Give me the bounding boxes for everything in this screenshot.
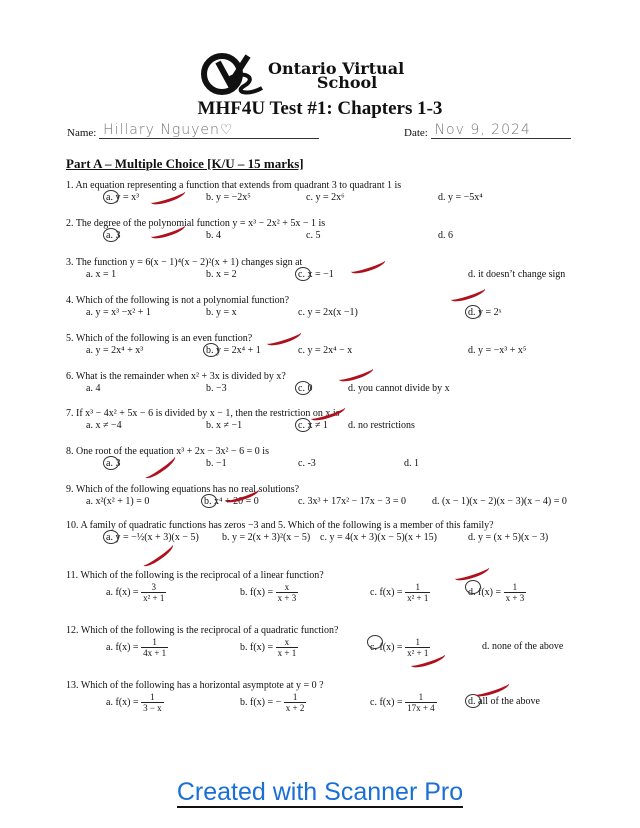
denominator: 4x + 1: [143, 648, 167, 658]
numerator: 1: [504, 582, 527, 593]
option-b[interactable]: b. 4: [206, 230, 221, 241]
question-stem: 8. One root of the equation x³ + 2x − 3x² − 6 = 0 is: [66, 446, 269, 457]
option-a[interactable]: [106, 582, 166, 603]
option-c[interactable]: c. 3x³ + 17x² − 17x − 3 = 0: [298, 496, 406, 507]
denominator: x + 1: [277, 648, 297, 658]
numerator: 1: [405, 637, 430, 648]
option-label: b. f(x) = −: [240, 696, 282, 708]
option-b[interactable]: b. y = 2(x + 3)²(x − 5): [222, 532, 311, 543]
denominator: x + 3: [277, 593, 297, 603]
option-d[interactable]: [468, 582, 526, 603]
option-d[interactable]: d. 1: [404, 458, 419, 469]
name-value: Hillary Nguyen♡: [103, 122, 234, 138]
name-field: [99, 124, 319, 139]
numerator: 1: [284, 692, 307, 703]
question-3: [66, 257, 606, 283]
option-d[interactable]: d. none of the above: [482, 641, 564, 652]
option-a[interactable]: a. 4: [86, 383, 101, 394]
option-b[interactable]: b. −3: [206, 383, 227, 394]
selected-circle-icon: [295, 418, 311, 432]
option-a[interactable]: a. y = x³ −x² + 1: [86, 307, 151, 318]
option-c[interactable]: c. x ≠ 1: [298, 420, 328, 431]
question-10: [66, 520, 606, 550]
question-8: [66, 446, 606, 472]
option-c[interactable]: c. y = 2x⁶: [306, 192, 345, 203]
question-stem: 10. A family of quadratic functions has zeros −3 and 5. Which of the following is a member of this family?: [66, 520, 494, 531]
option-b[interactable]: b. y = 2x⁴ + 1: [206, 345, 261, 356]
question-stem: 7. If x³ − 4x² + 5x − 6 is divided by x − 1, then the restriction on x is: [66, 408, 340, 419]
denominator: 3 − x: [143, 703, 162, 713]
option-a[interactable]: [106, 637, 168, 658]
denominator: x² + 1: [143, 593, 165, 603]
option-b[interactable]: b. x ≠ −1: [206, 420, 243, 431]
option-c[interactable]: [370, 582, 430, 603]
option-label: d. f(x) =: [468, 586, 502, 598]
option-b[interactable]: b. y = x: [206, 307, 237, 318]
option-a[interactable]: a. y = 2x⁴ + x³: [86, 345, 144, 356]
selected-circle-icon: [201, 494, 217, 508]
option-b[interactable]: b. y = −2x⁵: [206, 192, 251, 203]
numerator: x: [276, 637, 299, 648]
option-c[interactable]: c. y = 4(x + 3)(x − 5)(x + 15): [320, 532, 437, 543]
option-a[interactable]: a. y = x³: [106, 192, 139, 203]
question-stem: 4. Which of the following is not a polynomial function?: [66, 295, 290, 306]
part-a-heading: Part A – Multiple Choice [K/U – 15 marks]: [66, 156, 304, 171]
selected-circle-icon: [465, 580, 481, 594]
question-stem: 3. The function y = 6(x − 1)⁴(x − 2)²(x + 1) changes sign at: [66, 257, 303, 268]
page-title: MHF4U Test #1: Chapters 1-3: [197, 98, 443, 119]
option-a[interactable]: a. y = −½(x + 3)(x − 5): [106, 532, 199, 543]
denominator: x² + 1: [407, 593, 429, 603]
option-d[interactable]: d. y = −x³ + x⁵: [468, 345, 527, 356]
option-label: a. f(x) =: [106, 641, 139, 653]
selected-circle-icon: [103, 190, 119, 204]
option-b[interactable]: b. x = 2: [206, 269, 237, 280]
option-d[interactable]: d. y = (x + 5)(x − 3): [468, 532, 549, 543]
option-a[interactable]: a. x²(x² + 1) = 0: [86, 496, 150, 507]
numerator: 1: [405, 582, 430, 593]
question-7: [66, 408, 606, 434]
option-b[interactable]: [240, 692, 306, 713]
numerator: 3: [141, 582, 166, 593]
question-stem: 9. Which of the following equations has no real solutions?: [66, 484, 300, 495]
option-d[interactable]: d. no restrictions: [348, 420, 415, 431]
date-value: Nov 9, 2024: [434, 122, 531, 138]
option-d[interactable]: d. (x − 1)(x − 2)(x − 3)(x − 4) = 0: [432, 496, 567, 507]
denominator: 17x + 4: [407, 703, 435, 713]
denominator: x² + 1: [407, 648, 429, 658]
watermark-text[interactable]: Created with Scanner Pro: [176, 778, 464, 806]
school-line2: School: [316, 73, 378, 92]
option-a[interactable]: a. x ≠ −4: [86, 420, 122, 431]
option-label: c. f(x) =: [370, 641, 403, 653]
question-6: [66, 371, 606, 397]
denominator: x + 3: [505, 593, 525, 603]
option-d[interactable]: d. y = −5x⁴: [438, 192, 483, 203]
option-c[interactable]: [370, 692, 437, 713]
selected-circle-icon: [465, 305, 481, 319]
question-stem: 13. Which of the following has a horizontal asymptote at y = 0 ?: [66, 680, 324, 691]
question-12: [66, 625, 606, 663]
option-c[interactable]: [370, 637, 430, 658]
question-stem: 1. An equation representing a function that extends from quadrant 3 to quadrant 1 is: [66, 180, 402, 191]
question-stem: 12. Which of the following is the reciprocal of a quadratic function?: [66, 625, 339, 636]
option-b[interactable]: [240, 582, 298, 603]
option-d[interactable]: d. y = 2ˣ: [468, 307, 502, 318]
selected-circle-icon: [367, 635, 383, 649]
date-row: [404, 124, 571, 139]
option-c[interactable]: c. x = −1: [298, 269, 334, 280]
selected-circle-icon: [103, 530, 119, 544]
date-field: [431, 124, 571, 139]
option-c[interactable]: c. -3: [298, 458, 316, 469]
option-b[interactable]: b. −1: [206, 458, 227, 469]
selected-circle-icon: [103, 228, 119, 242]
option-label: b. f(x) =: [240, 586, 274, 598]
question-9: [66, 484, 606, 510]
name-label: Name:: [67, 127, 97, 139]
question-stem: 5. Which of the following is an even function?: [66, 333, 253, 344]
numerator: 1: [141, 692, 164, 703]
option-b[interactable]: [240, 637, 298, 658]
selected-circle-icon: [103, 456, 119, 470]
ovs-logo-icon: [200, 52, 270, 96]
numerator: 1: [405, 692, 437, 703]
question-11: [66, 570, 606, 608]
option-label: a. f(x) =: [106, 696, 139, 708]
option-b[interactable]: b. x⁴ + 20 = 0: [204, 496, 259, 507]
option-c[interactable]: c. y = 2x(x −1): [298, 307, 358, 318]
selected-circle-icon: [295, 267, 311, 281]
option-c[interactable]: c. 0: [298, 383, 312, 394]
numerator: 1: [141, 637, 168, 648]
option-d[interactable]: d. all of the above: [468, 696, 540, 707]
question-1: [66, 180, 606, 206]
question-4: [66, 295, 606, 321]
option-d[interactable]: d. you cannot divide by x: [348, 383, 450, 394]
option-a[interactable]: [106, 692, 164, 713]
question-stem: 2. The degree of the polynomial function y = x³ − 2x² + 5x − 1 is: [66, 218, 326, 229]
option-d[interactable]: d. 6: [438, 230, 453, 241]
selected-circle-icon: [295, 381, 311, 395]
date-label: Date:: [404, 127, 428, 139]
denominator: x + 2: [285, 703, 305, 713]
school-name: [268, 59, 405, 92]
option-label: b. f(x) =: [240, 641, 274, 653]
option-c[interactable]: c. y = 2x⁴ − x: [298, 345, 353, 356]
option-a[interactable]: a. 3: [106, 230, 120, 241]
scanner-pro-watermark-link[interactable]: [0, 778, 640, 807]
option-label: c. f(x) =: [370, 696, 403, 708]
option-label: c. f(x) =: [370, 586, 403, 598]
option-d[interactable]: d. it doesn’t change sign: [468, 269, 566, 280]
option-label: a. f(x) =: [106, 586, 139, 598]
question-stem: 6. What is the remainder when x² + 3x is divided by x?: [66, 371, 286, 382]
selected-circle-icon: [203, 343, 219, 357]
name-row: [67, 124, 319, 139]
option-c[interactable]: c. 5: [306, 230, 321, 241]
option-a[interactable]: a. x = 1: [86, 269, 117, 280]
question-2: [66, 218, 606, 244]
question-stem: 11. Which of the following is the reciprocal of a linear function?: [66, 570, 324, 581]
numerator: x: [276, 582, 299, 593]
question-5: [66, 333, 606, 359]
question-13: [66, 680, 606, 718]
option-a[interactable]: a. 3: [106, 458, 120, 469]
school-line1: Ontario Virtual: [268, 59, 405, 78]
